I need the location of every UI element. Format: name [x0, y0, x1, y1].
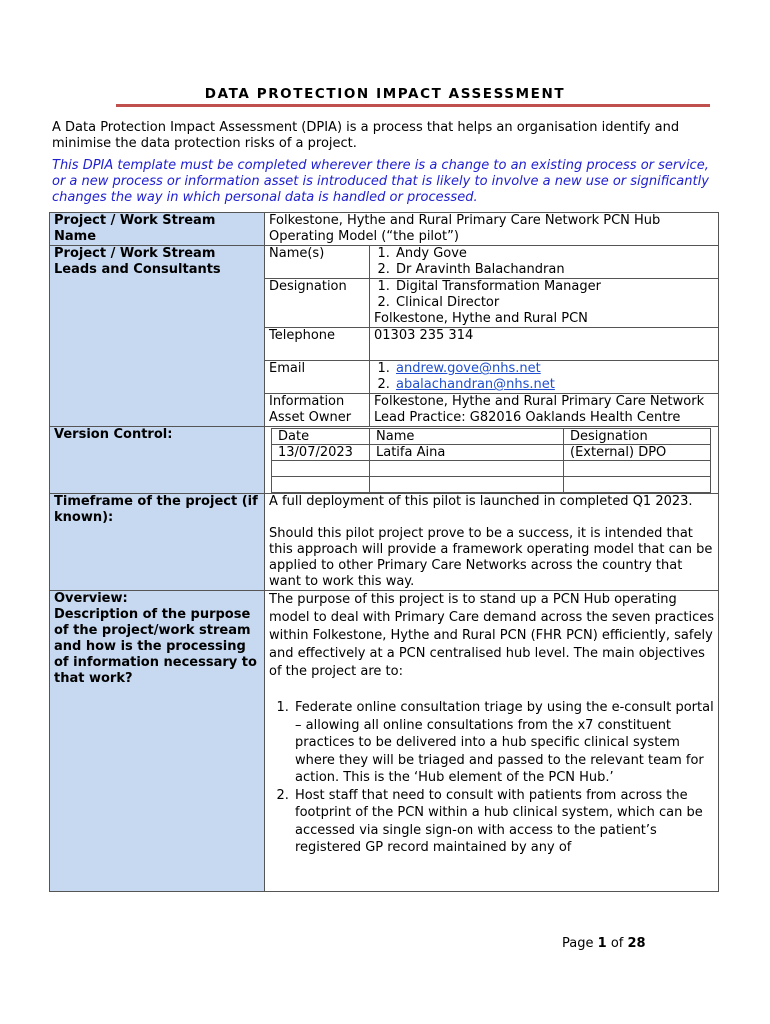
iao-value: Folkestone, Hythe and Rural Primary Care Network Lead Practice: G82016 Oaklands Health Centre: [370, 394, 719, 427]
version-control-row: [50, 427, 719, 494]
overview-label: Overview: Description of the purpose of the project/work stream and how is the processing of information necessary to that work?: [50, 591, 265, 892]
timeframe-label: Timeframe of the project (if known):: [50, 494, 265, 591]
name-item: 2. Dr Aravinth Balachandran: [394, 262, 714, 278]
overview-row: [50, 591, 719, 892]
page-number: 1: [597, 936, 607, 951]
version-header-row: [272, 429, 711, 445]
version-control-label: Version Control:: [50, 427, 265, 494]
version-table: [271, 428, 711, 493]
name-item: 1. Andy Gove: [394, 246, 714, 262]
designation-item: 1. Digital Transformation Manager: [394, 279, 714, 295]
names-value: [370, 246, 719, 279]
dpia-table: [49, 212, 719, 892]
page-total: 28: [627, 936, 646, 951]
version-control-cell: [265, 427, 719, 494]
email-link[interactable]: abalachandran@nhs.net: [396, 377, 555, 392]
document-title: DATA PROTECTION IMPACT ASSESSMENT: [204, 86, 566, 102]
leads-row: [50, 246, 719, 279]
overview-description: Description of the purpose of the project/work stream and how is the processing of information necessary to that work?: [54, 607, 257, 686]
objective-item: 1. Federate online consultation triage by using the e-consult portal – allowing all online consultations from the x7 constituent practices to be delivered into a hub specific clinical system where they will be triaged and passed to the relevant team for action. This is the ‘Hub element of the PCN Hub.’: [293, 699, 714, 787]
project-name-value: Folkestone, Hythe and Rural Primary Care Network PCN Hub Operating Model (“the pilot”): [265, 213, 719, 246]
template-note: This DPIA template must be completed wherever there is a change to an existing process or service, or a new process or information asset is introduced that is likely to involve a new use or significantly changes the way in which personal data is handled or processed.: [52, 158, 709, 205]
designation-org: Folkestone, Hythe and Rural PCN: [374, 311, 588, 326]
designation-label: Designation: [265, 279, 370, 328]
timeframe-value: A full deployment of this pilot is launched in completed Q1 2023. Should this pilot project prove to be a success, it is intended that this approach will provide a framework operating model that can be applied to other Primary Care Networks across the country that want to work this way.: [265, 494, 719, 591]
telephone-label: Telephone: [265, 328, 370, 361]
timeframe-row: [50, 494, 719, 591]
version-row: 13/07/2023 Latifa Aina (External) DPO: [272, 445, 711, 461]
project-name-row: [50, 213, 719, 246]
email-value: [370, 361, 719, 394]
overview-paragraph: The purpose of this project is to stand up a PCN Hub operating model to deal with Primary Care demand across the seven practices within Folkestone, Hythe and Rural PCN (FHR PCN) efficiently, safely and effectively at a PCN centralised hub level. The main objectives of the project are to:: [269, 592, 715, 679]
names-label: Name(s): [265, 246, 370, 279]
objective-item: 2. Host staff that need to consult with patients from across the footprint of the PCN within a hub clinical system, which can be accessed via single sign-on with access to the patient’s registered GP record maintained by any of: [293, 787, 714, 857]
version-row: [272, 461, 711, 477]
title-underline: [116, 104, 710, 107]
designation-value: [370, 279, 719, 328]
overview-value: [265, 591, 719, 892]
designation-item: 2. Clinical Director: [394, 295, 714, 311]
leads-label: Project / Work Stream Leads and Consultants: [50, 246, 265, 427]
version-header: Designation: [564, 429, 711, 445]
version-row: [272, 477, 711, 493]
intro-paragraph: A Data Protection Impact Assessment (DPIA) is a process that helps an organisation identify and minimise the data protection risks of a project.: [52, 120, 680, 151]
iao-label: Information Asset Owner: [265, 394, 370, 427]
version-header: Name: [370, 429, 564, 445]
page-footer: Page 1 of 28: [562, 936, 646, 951]
project-name-label: Project / Work Stream Name: [50, 213, 265, 246]
email-link[interactable]: andrew.gove@nhs.net: [396, 361, 541, 376]
email-label: Email: [265, 361, 370, 394]
telephone-value: 01303 235 314: [370, 328, 719, 361]
version-header: Date: [272, 429, 370, 445]
